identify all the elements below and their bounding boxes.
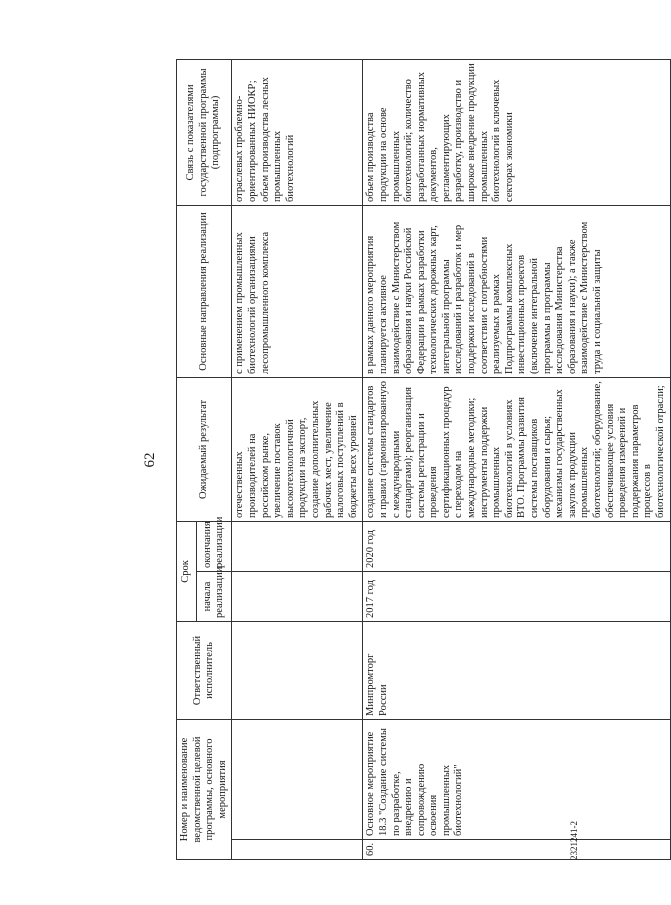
page-number: 62	[142, 452, 158, 468]
row-end	[232, 521, 363, 571]
program-table	[176, 59, 671, 860]
row-end: 2020 год	[363, 521, 670, 571]
header-directions: Основные направления реализации	[177, 205, 232, 377]
row-name	[232, 719, 363, 839]
row-link: отраслевых проблемно-ориентированных НИОКР; объем производства лесных промышленных биотехнологий	[232, 59, 363, 205]
header-executor: Ответственный исполнитель	[177, 621, 232, 719]
header-end: окончания реализации	[197, 521, 232, 571]
header-result: Ожидаемый результат	[177, 377, 232, 521]
row-start	[232, 571, 363, 621]
row-link: объем производства продукции на основе промышленных биотехнологий; количество разработанных нормативных документов, регламентирующих разработку, производство и широкое внедрение продукции промышленных биотехнологий в ключевых секторах экономики	[363, 59, 670, 205]
row-executor: Минпромторг России	[363, 621, 670, 719]
row-result: создание системы стандартов и правил (гармонизированную с международными стандартами); реорганизация системы регистрации и проведения сертификационных процедур с переходом на международные методики; инструменты поддержки промышленных биотехнологий в условиях ВТО. Программы развития системы поставщиков оборудования и сырья; механизмы государственных закупок продукции промышленных биотехнологий; оборудование, обеспечивающее условия проведения измерений и поддержания параметров процессов в биотехнологической отрасли;	[363, 377, 670, 521]
row-result: отечественных производителей на российском рынке, увеличение поставок высокотехнологичной продукции на экспорт, создание дополнительных рабочих мест, увеличение налоговых поступлений в бюджеты всех уровней	[232, 377, 363, 521]
table-row	[363, 59, 670, 859]
header-term: Срок	[177, 521, 197, 621]
header-row	[177, 59, 197, 859]
document-code: 2321241-2	[569, 821, 579, 860]
header-start: начала реализации	[197, 571, 232, 621]
row-directions: с применением промышленных биотехнологий организациями лесопромышленного комплекса	[232, 205, 363, 377]
header-link: Связь с показателями государственной программы (подпрограммы)	[177, 59, 232, 205]
row-executor	[232, 621, 363, 719]
rotated-page	[64, 60, 666, 860]
row-name: Основное мероприятие 18.3 "Создание системы по разработке, внедрению и сопровождению освоения промышленных биотехнологий"	[363, 719, 670, 839]
row-start: 2017 год	[363, 571, 670, 621]
table-row	[232, 59, 363, 859]
row-number: 60.	[363, 840, 670, 860]
row-directions: в рамках данного мероприятия планируется активное взаимодействие с Министерством образования и науки Российской Федерации в рамках разработки технологических дорожных карт, интегральной программы исследований и разработок и мер поддержки исследований в соответствии с потребностями реализуемых в рамках Подпрограммы комплексных инвестиционных проектов (включение интегральной программы в программы исследования Министерства образования и науки); а также взаимодействие с Министерством труда и социальной защиты	[363, 205, 670, 377]
header-name: Номер и наименование ведомственной целевой программы, основного мероприятия	[177, 719, 232, 859]
row-number	[232, 840, 363, 860]
